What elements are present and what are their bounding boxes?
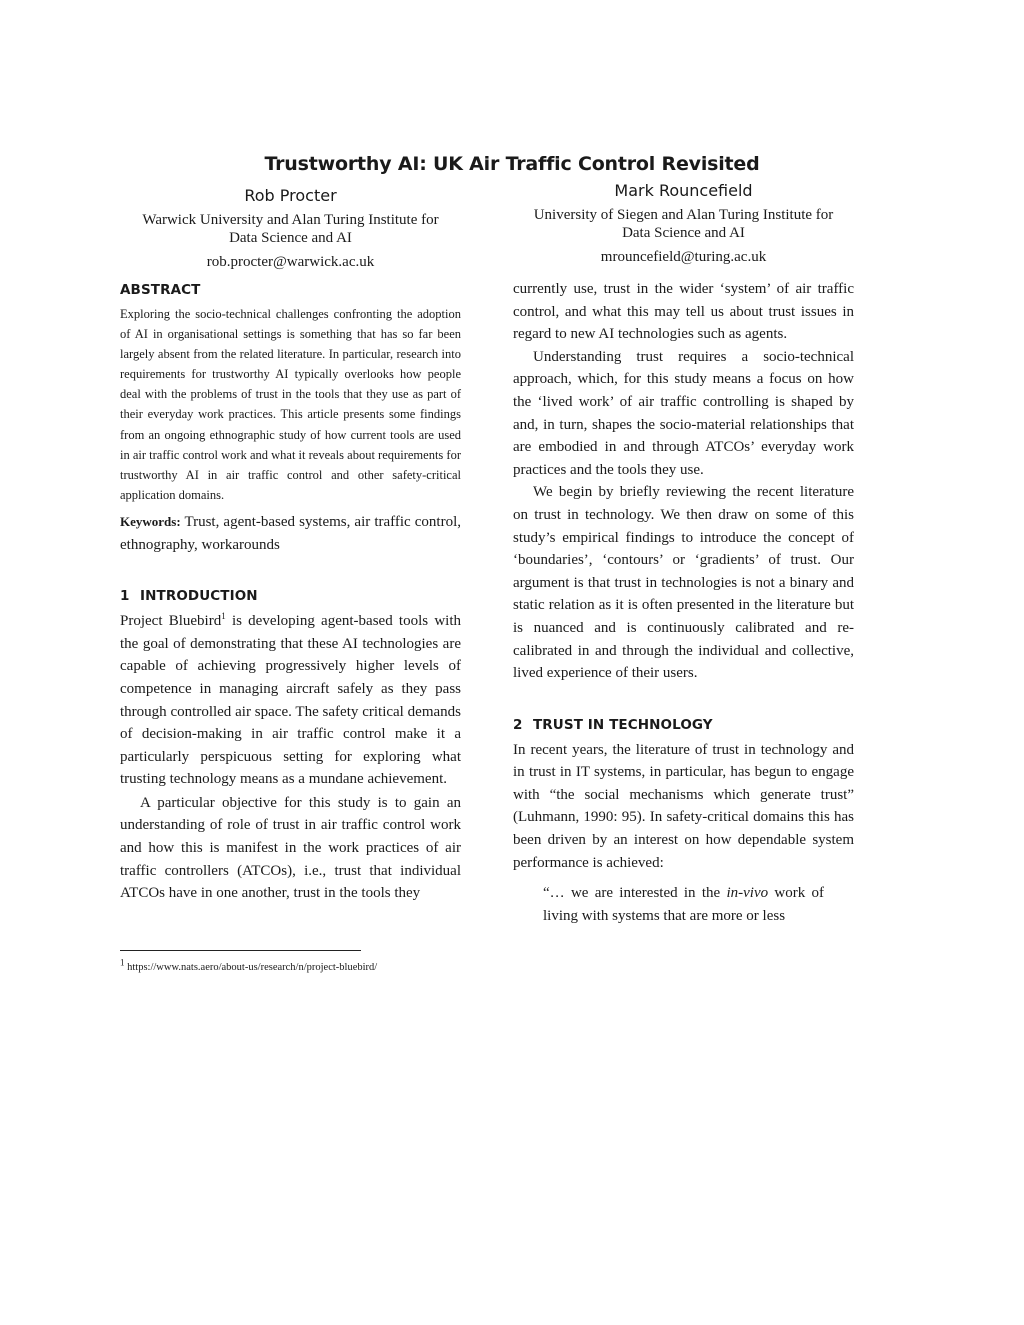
section-heading-trust-in-technology (513, 717, 854, 733)
section-number: 1 (120, 588, 130, 605)
trust-paragraph-1: In recent years, the literature of trust in technology and in trust in IT systems, in particular, has begun to engage with “the social mechanisms which generate trust” (Luhmann, 1990: 95). In safety-critical domains this has been driven by an interest on how dependable system performance is achieved: (513, 741, 854, 871)
footnote-divider (120, 950, 361, 951)
section-number: 2 (513, 716, 523, 733)
keywords-text: Trust, agent-based systems, air traffic control, ethnography, workarounds (120, 513, 461, 553)
section-title: TRUST IN TECHNOLOGY (533, 716, 713, 733)
block-quote (543, 882, 824, 928)
left-column (120, 282, 461, 905)
quote-text: work of living with systems that are more or less (543, 885, 824, 925)
intro-paragraph-4: We begin by briefly reviewing the recent literature on trust in technology. We then draw on some of this study’s empirical findings to introduce the concept of ‘boundaries’, ‘contours’ or ‘gradients’ of trust. Our argument is that trust in technologies is not a binary and static relation as it is often presented in the literature but is nuanced and is continuously calibrated and re-calibrated in and through the individual and collective, lived experience of their users. (513, 484, 854, 682)
author-affiliation: University of Siegen and Alan Turing Institute for (533, 207, 834, 223)
author-affiliation: Data Science and AI (229, 230, 352, 246)
author-affiliation: Warwick University and Alan Turing Institute for (142, 212, 439, 228)
footnote-link[interactable]: https://www.nats.aero/about-us/research/n/project-bluebird/ (124, 962, 378, 973)
author-email[interactable]: rob.procter@warwick.ac.uk (206, 254, 375, 270)
author-name: Rob Procter (244, 186, 337, 205)
footnote (120, 957, 378, 973)
right-column (513, 278, 854, 928)
author-block-procter (120, 187, 461, 271)
footnote-marker[interactable]: 1 (221, 611, 226, 622)
quote-italic: in-vivo (726, 885, 769, 902)
footnote-number: 1 (120, 957, 125, 968)
keywords-label: Keywords: (120, 513, 181, 529)
abstract-text: Exploring the socio-technical challenges confronting the adoption of AI in organisational settings is something that has so far been largely absent from the related literature. In particular, research into requirements for trustworthy AI typically overlooks how people deal with the problems of trust in the tools that they use as part of their everyday work practices. This article presents some findings from an ongoing ethnographic study of how current tools are used in air traffic control work and what it reveals about requirements for trustworthy AI in air traffic control and other safety-critical application domains. (120, 307, 461, 502)
quote-text: “… we are interested in the (543, 885, 727, 902)
intro-paragraph-3: Understanding trust requires a socio-technical approach, which, for this study means a focus on how the ‘lived work’ of air traffic controlling is shaped by and, in turn, shapes the socio-material relationships that are embodied in and through ATCOs’ everyday work practices and the tools they use. (513, 348, 854, 478)
intro-text: is developing agent-based tools with the goal of demonstrating that these AI technologies are capable of achieving progressively higher levels of competence in managing aircraft safely as they pass through controlled air space. The safety critical demands of decision-making in air traffic control make it a particularly perspicuous setting for exploring what trusting technology means as a mundane achievement. (120, 613, 461, 788)
section-heading-introduction (120, 588, 461, 604)
abstract-heading: ABSTRACT (120, 282, 201, 298)
author-affiliation: Data Science and AI (622, 225, 745, 241)
intro-text: Project Bluebird (120, 613, 222, 630)
author-email[interactable]: mrouncefield@turing.ac.uk (600, 249, 767, 265)
author-name: Mark Rouncefield (614, 181, 753, 200)
paper-title: Trustworthy AI: UK Air Traffic Control Revisited (264, 153, 760, 175)
intro-paragraph-2: A particular objective for this study is to gain an understanding of role of trust in air traffic control work and how this is manifest in the work practices of air traffic controllers (ATCOs), i.e., trust that individual ATCOs have in one another, trust in the tools they (120, 794, 461, 902)
section-title: INTRODUCTION (140, 588, 258, 605)
intro-paragraph-continued: currently use, trust in the wider ‘system’ of air traffic control, and what this may tell us about trust issues in regard to new AI technologies such as agents. (513, 281, 854, 343)
author-block-rouncefield (513, 182, 854, 266)
intro-paragraph-1 (120, 610, 461, 791)
keywords (120, 511, 461, 556)
